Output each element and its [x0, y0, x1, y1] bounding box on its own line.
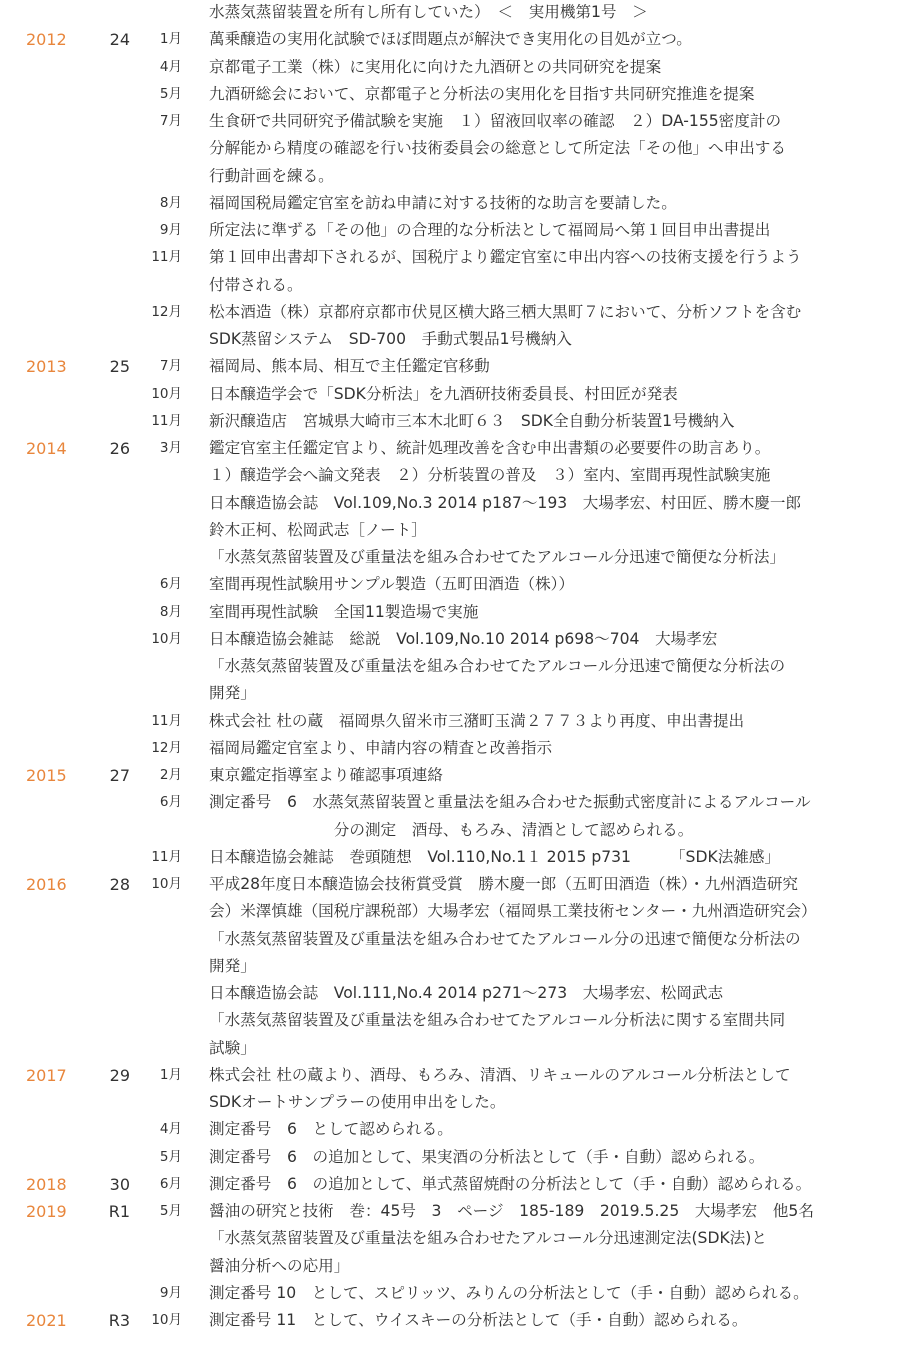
month-label: 5月: [159, 85, 182, 102]
entry-text: 測定番号 6 の追加として、果実酒の分析法として（手・自動）認められる。: [209, 1147, 765, 1166]
timeline-row: [0, 762, 900, 789]
entry-text: 第１回申出書却下されるが、国税庁より鑑定官室に申出内容への技術支援を行うよう: [209, 248, 802, 267]
entry-text: 京都電子工業（株）に実用化に向けた九酒研との共同研究を提案: [209, 57, 662, 76]
timeline-row: [0, 353, 900, 380]
timeline-row: [0, 1225, 900, 1252]
entry-text: 所定法に準ずる「その他」の合理的な分析法として福岡局へ第１回目申出書提出: [209, 221, 771, 239]
month-label: 3月: [159, 440, 182, 456]
timeline-row: [0, 653, 900, 680]
month-label: 11月: [151, 848, 182, 865]
era-label: R1: [108, 1202, 130, 1221]
timeline-row: [0, 244, 900, 271]
timeline-row: [0, 1007, 900, 1034]
month-label: 10月: [151, 876, 182, 892]
timeline-row: [0, 898, 900, 925]
timeline-row: [0, 844, 900, 871]
entry-text: SDKオートサンプラーの使用申出をした。: [209, 1093, 506, 1111]
timeline-row: [0, 980, 900, 1007]
month-label: 4月: [159, 1121, 182, 1138]
era-label: 24: [109, 30, 130, 50]
timeline-row: [0, 1062, 900, 1089]
entry-text: 「水蒸気蒸留装置及び重量法を組み合わせたアルコール分迅速測定法(SDK法)と: [209, 1229, 767, 1248]
month-label: 7月: [159, 358, 182, 375]
entry-text: 開発」: [209, 684, 256, 703]
entry-text: 「水蒸気蒸留装置及び重量法を組み合わせてたアルコール分迅速で簡便な分析法の: [209, 657, 786, 675]
timeline-row: [0, 953, 900, 980]
month-label: 11月: [151, 412, 182, 429]
year-label: 2012: [26, 30, 67, 50]
entry-text: 試験」: [209, 1038, 256, 1057]
timeline-row: [0, 26, 900, 53]
entry-text: 醤油分析への応用」: [209, 1256, 350, 1275]
timeline-row: [0, 1116, 900, 1143]
timeline-row: [0, 1307, 900, 1334]
entry-text: 室間再現性試験 全国11製造場で実施: [209, 602, 479, 621]
entry-text: SDK蒸留システム SD-700 手動式製品1号機納入: [209, 330, 572, 348]
entry-text: 平成28年度日本醸造協会技術賞受賞 勝木慶一郎（五町田酒造（株）・九州酒造研究: [209, 875, 799, 893]
entry-text: 日本醸造協会雑誌 総説 Vol.109,No.10 2014 p698～704 大場孝宏: [209, 629, 718, 648]
entry-text: 分解能から精度の確認を行い技術委員会の総意として所定法「その他」へ申出する: [209, 139, 786, 158]
entry-text: 日本醸造協会誌 Vol.109,No.3 2014 p187～193 大場孝宏、村田匠、勝木慶一郎: [209, 493, 802, 512]
era-label: 28: [109, 875, 130, 894]
entry-text: 会）米澤慎雄（国税庁課税部）大場孝宏（福岡県工業技術センター・九州酒造研究会）: [209, 902, 817, 921]
month-label: 9月: [159, 222, 182, 238]
month-label: 4月: [159, 58, 182, 75]
timeline-row: [0, 190, 900, 217]
month-label: 10月: [151, 630, 182, 647]
timeline-row: [0, 680, 900, 707]
timeline-row: [0, 1171, 900, 1198]
month-label: 1月: [159, 31, 182, 48]
timeline-row: [0, 462, 900, 489]
entry-text: 九酒研総会において、京都電子と分析法の実用化を目指す共同研究推進を提案: [209, 84, 755, 103]
month-label: 7月: [159, 113, 182, 129]
timeline-row: [0, 517, 900, 544]
timeline-row: [0, 1253, 900, 1280]
year-label: 2015: [26, 766, 67, 785]
month-label: 6月: [159, 794, 182, 811]
timeline-row: [0, 108, 900, 135]
entry-text: 室間再現性試験用サンプル製造（五町田酒造（株））: [209, 575, 575, 594]
entry-text: 生食研で共同研究予備試験を実施 １）留液回収率の確認 ２）DA-155密度計の: [209, 112, 782, 130]
timeline-row: [0, 135, 900, 162]
era-label: 25: [109, 357, 130, 377]
year-label: 2019: [26, 1202, 67, 1221]
month-label: 5月: [159, 1203, 182, 1219]
entry-text: 「水蒸気蒸留装置及び重量法を組み合わせてたアルコール分の迅速で簡便な分析法の: [209, 929, 801, 948]
entry-text: 萬乗醸造の実用化試験でほぼ問題点が解決でき実用化の目処が立つ。: [209, 30, 692, 49]
month-label: 11月: [151, 249, 182, 266]
entry-text: 鈴木正柯、松岡武志［ノート］: [209, 520, 427, 539]
timeline-row: [0, 735, 900, 762]
month-label: 10月: [151, 385, 182, 402]
month-label: 8月: [159, 603, 182, 620]
entry-text: 日本醸造協会雑誌 巻頭随想 Vol.110,No.1１ 2015 p731 「SDK法雑感」: [209, 847, 781, 866]
month-label: 10月: [151, 1312, 182, 1328]
entry-text: 新沢醸造店 宮城県大崎市三本木北町６３ SDK全自動分析装置1号機納入: [209, 411, 735, 430]
era-label: 27: [109, 766, 130, 785]
entry-text: 開発」: [209, 956, 256, 975]
timeline-row: [0, 435, 900, 462]
entry-text: 行動計画を練る。: [209, 166, 334, 185]
entry-text: 測定番号 6 水蒸気蒸留装置と重量法を組み合わせた振動式密度計によるアルコール: [209, 793, 811, 812]
timeline-row: [0, 871, 900, 898]
entry-text: 松本酒造（株）京都府京都市伏見区横大路三栖大黒町７において、分析ソフトを含む: [209, 302, 802, 321]
month-label: 1月: [159, 1066, 182, 1083]
timeline-row: [0, 299, 900, 326]
timeline-row: [0, 789, 900, 816]
timeline-row: [0, 490, 900, 517]
entry-text: １）醸造学会へ論文発表 ２）分析装置の普及 ３）室内、室間再現性試験実施: [209, 466, 771, 485]
timeline-row: [0, 1035, 900, 1062]
entry-text: 日本醸造協会誌 Vol.111,No.4 2014 p271～273 大場孝宏、松岡武志: [209, 984, 724, 1002]
timeline-row: [0, 626, 900, 653]
year-label: 2013: [26, 357, 67, 377]
entry-text: 測定番号 11 として、ウイスキーの分析法として（手・自動）認められる。: [209, 1311, 748, 1329]
entry-text: 鑑定官室主任鑑定官より、統計処理改善を含む申出書類の必要要件の助言あり。: [209, 439, 771, 457]
entry-text: 日本醸造学会で「SDK分析法」を九酒研技術委員長、村田匠が発表: [209, 384, 678, 403]
timeline-row: [0, 1089, 900, 1116]
year-label: 2017: [26, 1065, 67, 1085]
timeline-row: [0, 817, 900, 844]
timeline-row: [0, 544, 900, 571]
year-label: 2016: [26, 875, 67, 894]
timeline-row: [0, 326, 900, 353]
era-label: 30: [109, 1174, 130, 1194]
month-label: 12月: [151, 739, 182, 756]
entry-text: 分の測定 酒母、もろみ、清酒として認められる。: [209, 820, 694, 839]
entry-text: 「水蒸気蒸留装置及び重量法を組み合わせてたアルコール分析法に関する室間共同: [209, 1011, 786, 1030]
timeline-row: [0, 708, 900, 735]
year-label: 2014: [26, 439, 67, 458]
entry-text: 醤油の研究と技術 巻：45号 3 ページ 185-189 2019.5.25 大場孝宏 他5名: [209, 1202, 814, 1220]
month-label: 11月: [151, 712, 182, 729]
entry-text: 株式会社 杜の蔵 福岡県久留米市三潴町玉満２７７３より再度、申出書提出: [209, 711, 745, 730]
entry-text: 「水蒸気蒸留装置及び重量法を組み合わせてたアルコール分迅速で簡便な分析法」: [209, 548, 786, 566]
entry-text: 付帯される。: [209, 275, 303, 294]
month-label: 9月: [159, 1284, 182, 1301]
era-label: R3: [108, 1311, 130, 1330]
month-label: 8月: [159, 194, 182, 211]
timeline-row: [0, 1280, 900, 1307]
month-label: 12月: [151, 303, 182, 320]
entry-text: 福岡国税局鑑定官室を訪ね申請に対する技術的な助言を要請した。: [209, 193, 677, 212]
entry-text: 福岡局鑑定官室より、申請内容の精査と改善指示: [209, 738, 553, 757]
entry-text: 測定番号 6 として認められる。: [209, 1120, 453, 1139]
timeline-row: [0, 1198, 900, 1225]
month-label: 5月: [159, 1148, 182, 1165]
timeline-row: [0, 571, 900, 598]
timeline-row: [0, 599, 900, 626]
year-label: 2018: [26, 1174, 67, 1194]
timeline-row: [0, 0, 900, 26]
timeline-row: [0, 1144, 900, 1171]
entry-text: 福岡局、熊本局、相互で主任鑑定官移動: [209, 357, 490, 376]
timeline-row: [0, 381, 900, 408]
timeline-row: [0, 926, 900, 953]
timeline-row: [0, 54, 900, 81]
timeline-row: [0, 81, 900, 108]
timeline-row: [0, 163, 900, 190]
entry-text: 測定番号 6 の追加として、単式蒸留焼酎の分析法として（手・自動）認められる。: [209, 1174, 812, 1193]
era-label: 26: [109, 439, 130, 458]
entry-text: 東京鑑定指導室より確認事項連絡: [209, 766, 443, 784]
month-label: 6月: [159, 1175, 182, 1192]
entry-text: 測定番号 10 として、スピリッツ、みりんの分析法として（手・自動）認められる。: [209, 1283, 809, 1302]
month-label: 6月: [159, 576, 182, 593]
entry-text: 水蒸気蒸留装置を所有し所有していた） ＜ 実用機第1号 ＞: [209, 3, 648, 21]
year-label: 2021: [26, 1311, 67, 1330]
timeline-row: [0, 272, 900, 299]
timeline-row: [0, 408, 900, 435]
era-label: 29: [109, 1065, 130, 1085]
month-label: 2月: [159, 767, 182, 783]
timeline-row: [0, 217, 900, 244]
entry-text: 株式会社 杜の蔵より、酒母、もろみ、清酒、リキュールのアルコール分析法として: [209, 1065, 791, 1084]
